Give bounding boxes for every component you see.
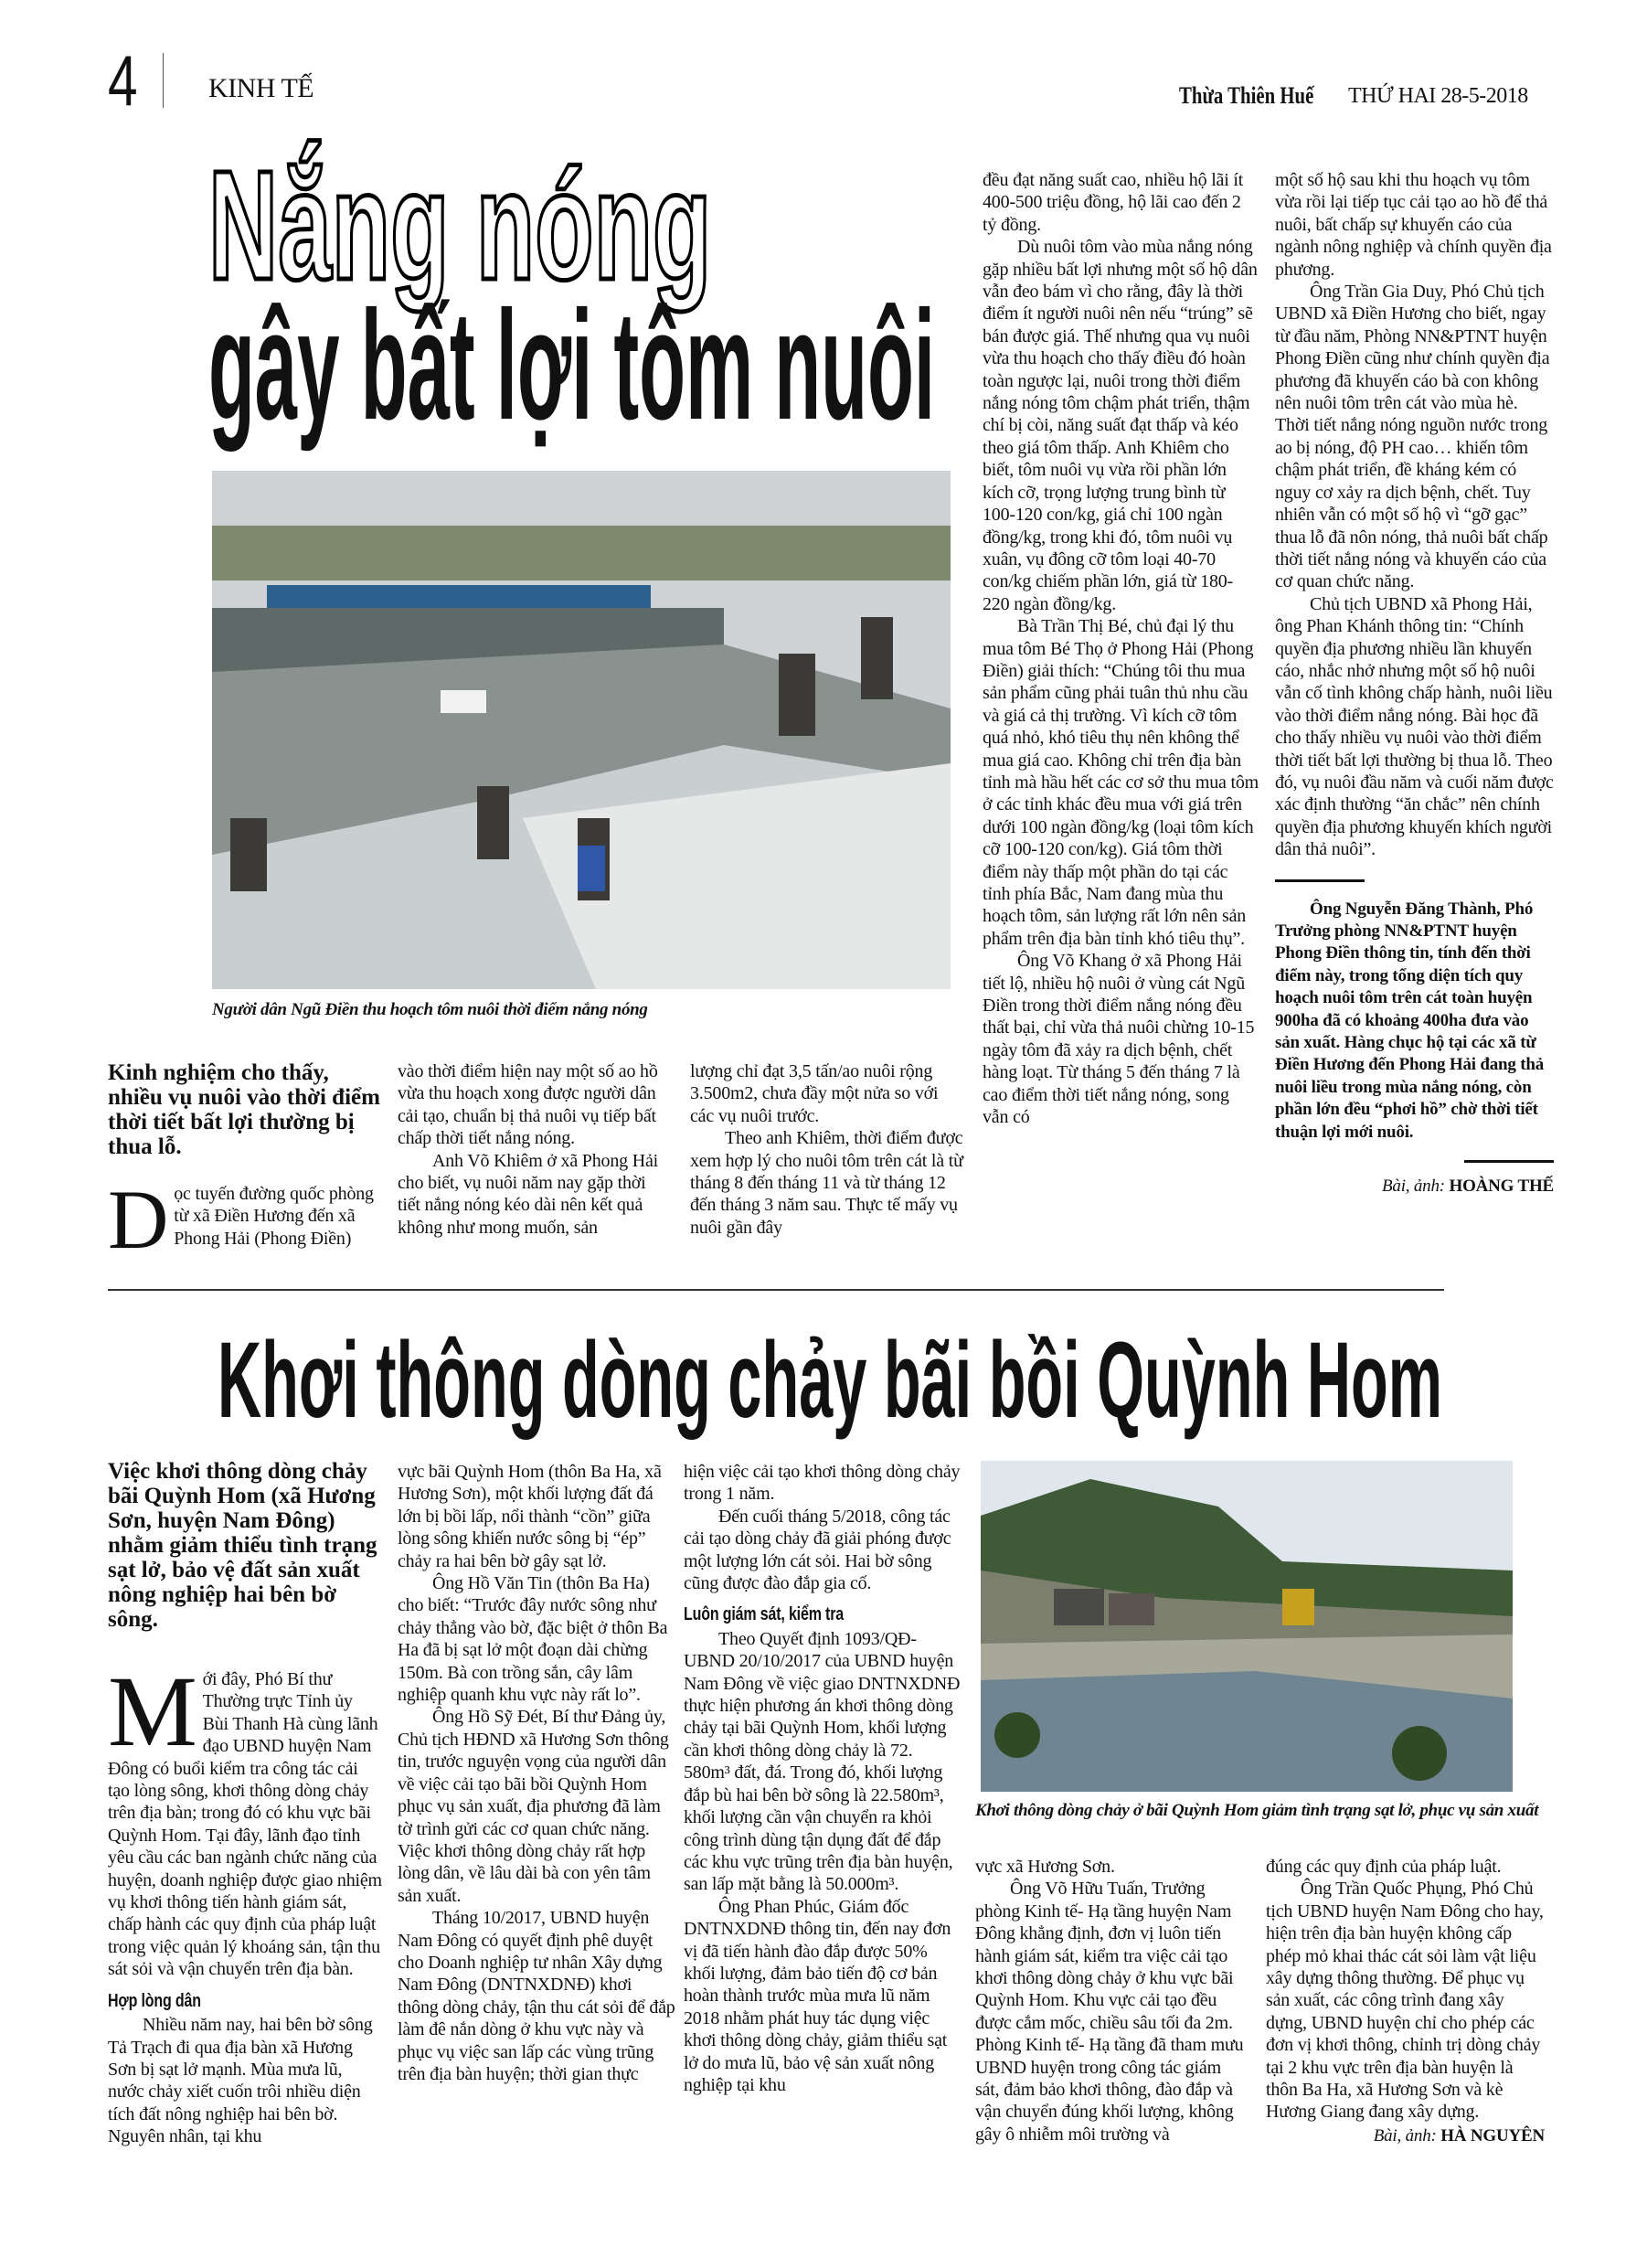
article1-col4 bbox=[983, 169, 1259, 1128]
paragraph: Đến cuối tháng 5/2018, công tác cải tạo dòng chảy đã giải phóng được một lượng lớn cát sỏi. Hai bờ sông cũng được đào đắp gia cố. bbox=[684, 1506, 951, 1594]
paragraph: Dù nuôi tôm vào mùa nắng nóng gặp nhiều bất lợi nhưng một số hộ dân vẫn đeo bám vì cho rằng, đây là thời điểm ít người nuôi nên nếu “trúng” sẽ bán được giá. Thế nhưng qua vụ nuôi vừa thu hoạch cho thấy điều đó hoàn toàn ngược lại, nuôi trong thời điểm nắng nóng tôm chậm phát triển, thậm chí bị còi, năng suất đạt thấp và kéo theo giá tôm thấp. Anh Khiêm cho biết, tôm nuôi vụ vừa rồi phần lớn kích cỡ, trọng lượng trung bình từ 100-120 con/kg, giá chỉ 100 ngàn đồng/kg, trong khi đó, tôm nuôi vụ xuân, vụ đông cỡ tôm loại 40-70 con/kg chiếm phần lớn, giá từ 180-220 ngàn đồng/kg. bbox=[983, 237, 1258, 614]
drop-cap: M bbox=[108, 1656, 197, 1767]
article1-col1 bbox=[108, 1060, 382, 1266]
paragraph: vực bãi Quỳnh Hom (thôn Ba Ha, xã Hương Sơn), một khối lượng đất đá lớn bị bồi lấp, nổi thành “cồn” giữa lòng sông khiến nước sông bị “ép” chảy ra hai bên bờ gây sạt lở. bbox=[398, 1462, 662, 1571]
paragraph: Ông Võ Khang ở xã Phong Hải tiết lộ, nhiều hộ nuôi ở vùng cát Ngũ Điền trong thời điểm nắng nóng đều thất bại, chỉ vừa thả nuôi chừng 10-15 ngày tôm đã xảy ra dịch bệnh, chết hàng loạt. Từ tháng 5 đến tháng 7 là cao điểm thời tiết nắng nóng, song vẫn có bbox=[983, 951, 1255, 1128]
article1-col5 bbox=[1275, 169, 1554, 1198]
article2-body-start: ới đây, Phó Bí thư Thường trực Tỉnh ủy Bùi Thanh Hà cùng lãnh đạo UBND huyện Nam Đông có buổi kiểm tra công tác cải tạo lòng sông, khơi thông dòng chảy trên địa bàn; trong đó có khu vực bãi Quỳnh Hom. Tại đây, lãnh đạo tỉnh yêu cầu các ban ngành chức năng của huyện, doanh nghiệp được giao nhiệm vụ khơi thông tiến hành giám sát, chấp hành các quy định của pháp luật trong việc quản lý khoáng sản, tận thu sát sỏi và vận chuyển trên địa bàn. bbox=[108, 1669, 382, 1980]
byline-label: Bài, ảnh: bbox=[1373, 2125, 1437, 2146]
paragraph: đúng các quy định của pháp luật. bbox=[1266, 1857, 1502, 1877]
paragraph: Theo anh Khiêm, thời điểm được xem hợp lý cho nuôi tôm trên cát là từ tháng 8 đến tháng 11 và từ tháng 12 đến tháng 3 năm sau. Thực tế mấy vụ nuôi gần đây bbox=[690, 1128, 963, 1238]
paragraph: Bà Trần Thị Bé, chủ đại lý thu mua tôm Bé Thọ ở Phong Hải (Phong Điền) giải thích: “Chúng tôi thu mua sản phẩm cũng phải tuân thủ nhu cầu và giá cả thị trường. Vì kích cỡ tôm quá nhỏ, khó tiêu thụ nên không thể mua giá cao. Không chỉ trên địa bàn tỉnh mà hầu hết các cơ sở thu mua tôm ở các tỉnh khác đều mua với giá trên dưới 100 ngàn đồng/kg (loại tôm kích cỡ 100-120 con/kg). Giá tôm thời điểm này thấp một phần do tại các tỉnh phía Bắc, Nam đang mùa thu hoạch tôm, sản lượng rất lớn nên sản phẩm trên địa bàn tỉnh khó tiêu thụ”. bbox=[983, 616, 1259, 949]
article2-col3 bbox=[684, 1461, 962, 2096]
subheading: Hợp lòng dân bbox=[108, 1990, 201, 2011]
header-divider bbox=[163, 53, 164, 108]
article1-info-box: Ông Nguyễn Đăng Thành, Phó Trưởng phòng NN&PTNT huyện Phong Điền thông tin, tính đến thời điểm này, trong tổng diện tích quy hoạch nuôi tôm trên cát toàn huyện 900ha đã có khoảng 400ha đưa vào sản xuất. Hàng chục hộ tại các xã từ Điền Hương đến Phong Hải đang thả nuôi liều trong mùa nắng nóng, còn phần lớn đều “phơi hồ” chờ thời tiết thuận lợi mới nuôi. bbox=[1275, 899, 1545, 1142]
paragraph: Chủ tịch UBND xã Phong Hải, ông Phan Khánh thông tin: “Chính quyền địa phương nhiều lần khuyến cáo, nhắc nhở nhưng một số hộ nuôi vẫn cố tình không chấp hành, nuôi liều vào thời điểm nắng nóng. Bài học đã cho thấy nhiều vụ nuôi vào thời điểm thời tiết bất lợi thường bị thua lỗ. Theo đó, vụ nuôi đầu năm và cuối năm được xác định thường “ăn chắc” nên chính quyền địa phương khuyến khích người dân thả nuôi”. bbox=[1275, 593, 1554, 860]
shrimp-harvest-photo bbox=[212, 471, 951, 989]
byline-author: HOÀNG THẾ bbox=[1449, 1177, 1554, 1197]
article2-title: Khơi thông dòng chảy bãi bồi Quỳnh Hom bbox=[218, 1320, 1442, 1441]
article2-col5 bbox=[1266, 1856, 1545, 2147]
article2-col1 bbox=[108, 1459, 382, 2148]
divider bbox=[1464, 1160, 1554, 1163]
article2-photo-caption: Khơi thông dòng chảy ở bãi Quỳnh Hom giảm tình trạng sạt lở, phục vụ sản xuất bbox=[975, 1801, 1539, 1820]
paragraph: Ông Trần Gia Duy, Phó Chủ tịch UBND xã Điền Hương cho biết, ngay từ đầu năm, Phòng NN&PTNT huyện Phong Điền cũng như chính quyền địa phương đã khuyến cáo bà con không nên nuôi tôm trên cát vào mùa hè. Thời tiết nắng nóng nguồn nước trong ao bị nóng, độ PH cao… khiến tôm chậm phát triển, đề kháng kém có nguy cơ xảy ra dịch bệnh, chết. Tuy nhiên vẫn có một số hộ vì “gỡ gạc” thua lỗ đã nôn nóng, thả nuôi bất chấp thời tiết nắng nóng và khuyến cáo của cơ quan chức năng. bbox=[1275, 282, 1550, 592]
paragraph: Theo Quyết định 1093/QĐ-UBND 20/10/2017 của UBND huyện Nam Đông về việc giao DNTNXDNĐ thực hiện phương án khơi thông dòng chảy tại bãi Quỳnh Hom, khối lượng cần khơi thông dòng chảy là 72. 580m³ đất, đá. Trong đó, khối lượng đắp bù hai bên bờ sông là 22.580m³, khối lượng cần vận chuyển ra khỏi công trình dùng tận dụng đất để đắp các khu vực trũng trên địa bàn huyện, san lấp mặt bằng là 50.000m³. bbox=[684, 1628, 961, 1895]
article1-col2 bbox=[398, 1060, 672, 1239]
paragraph: Tháng 10/2017, UBND huyện Nam Đông có quyết định phê duyệt cho Doanh nghiệp tư nhân Xây dựng Nam Đông (DNTNXDNĐ) khơi thông dòng chảy, tận thu cát sỏi để đắp làm đê nắn dòng ở khu vực này và phục vụ việc san lấp các vùng trũng trên địa bàn huyện; thời gian thực bbox=[398, 1908, 675, 2084]
paragraph: vực xã Hương Sơn. bbox=[975, 1857, 1115, 1877]
article2-lead: Việc khơi thông dòng chảy bãi Quỳnh Hom (xã Hương Sơn, huyện Nam Đông) nhằm giảm thiểu tình trạng sạt lở, bảo vệ đất sản xuất nông nghiệp hai bên bờ sông. bbox=[108, 1459, 377, 1632]
paragraph: Anh Võ Khiêm ở xã Phong Hải cho biết, vụ nuôi năm nay gặp thời tiết nắng nóng kéo dài nên kết quả không như mong muốn, sản bbox=[398, 1150, 659, 1238]
section-title: KINH TẾ bbox=[208, 73, 314, 103]
paragraph: Ông Phan Phúc, Giám đốc DNTNXDNĐ thông tin, đến nay đơn vị đã tiến hành đào đắp được 50% khối lượng, đảm bảo tiến độ cơ bản hoàn thành trước mùa mưa lũ năm 2018 nhằm phát huy tác dụng việc khơi thông dòng chảy, giảm thiểu sạt lở do mưa lũ, bảo vệ sản xuất nông nghiệp tại khu bbox=[684, 1896, 951, 2095]
article1-byline bbox=[1275, 1176, 1554, 1198]
paragraph: Ông Hồ Sỹ Đét, Bí thư Đảng ủy, Chủ tịch HĐND xã Hương Sơn thông tin, trước nguyện vọng của người dân về việc cải tạo bãi bồi Quỳnh Hom phục vụ sản xuất, địa phương đã làm tờ trình gửi các cơ quan chức năng. Việc khơi thông dòng chảy rất hợp lòng dân, về lâu dài bà con yên tâm sản xuất. bbox=[398, 1707, 669, 1906]
article2-col2 bbox=[398, 1461, 676, 2085]
article1-title-line2: gây bất lợi tôm nuôi bbox=[208, 279, 936, 453]
byline-author: HÀ NGUYÊN bbox=[1440, 2125, 1545, 2146]
paragraph: hiện việc cải tạo khơi thông dòng chảy trong 1 năm. bbox=[684, 1462, 961, 1505]
divider bbox=[1275, 879, 1365, 882]
river-dredging-photo bbox=[981, 1461, 1513, 1792]
paragraph: một số hộ sau khi thu hoạch vụ tôm vừa rồi lại tiếp tục cải tạo ao hồ để thả nuôi, bất chấp sự khuyến cáo của ngành nông nghiệp và chính quyền địa phương. bbox=[1275, 170, 1552, 280]
subheading: Luôn giám sát, kiểm tra bbox=[684, 1604, 845, 1625]
page-number: 4 bbox=[108, 40, 138, 121]
paragraph: Ông Trần Quốc Phụng, Phó Chủ tịch UBND huyện Nam Đông cho hay, hiện trên địa bàn huyện không cấp phép mỏ khai thác cát sỏi làm vật liệu xây dựng thông thường. Để phục vụ sản xuất, các công trình đang xây dựng, UBND huyện chỉ cho phép các đơn vị khơi thông, chỉnh trị dòng chảy tại 2 khu vực trên địa bàn huyện là thôn Ba Ha, xã Hương Sơn và kè Hương Giang đang xây dựng. bbox=[1266, 1879, 1544, 2123]
byline-label: Bài, ảnh: bbox=[1382, 1177, 1445, 1197]
article1-title-line1: Nắng nóng bbox=[208, 139, 712, 313]
article1-body-start: ọc tuyến đường quốc phòng từ xã Điền Hương đến xã Phong Hải (Phong Điền) bbox=[174, 1184, 374, 1249]
paragraph: lượng chỉ đạt 3,5 tấn/ao nuôi rộng 3.500m2, chưa đầy một nửa so với các vụ nuôi trước. bbox=[690, 1061, 939, 1126]
article-separator bbox=[108, 1289, 1444, 1291]
article2-col4 bbox=[975, 1856, 1249, 2146]
drop-cap: D bbox=[108, 1173, 169, 1266]
paragraph: Ông Hồ Văn Tin (thôn Ba Ha) cho biết: “Trước đây nước sông như chảy thẳng vào bờ, đặc biệt ở thôn Ba Ha đã bị sạt lở một đoạn dài chừng 150m. Bà con trồng sắn, cây lâm nghiệp quanh khu vực này rất lo”. bbox=[398, 1573, 668, 1706]
article1-col3 bbox=[690, 1060, 964, 1239]
article1-lead: Kinh nghiệm cho thấy, nhiều vụ nuôi vào thời điểm thời tiết bất lợi thường bị thua lỗ. bbox=[108, 1060, 380, 1159]
paragraph: Ông Võ Hữu Tuấn, Trưởng phòng Kinh tế- Hạ tầng huyện Nam Đông khẳng định, đơn vị luôn tiến hành giám sát, kiểm tra việc cải tạo khơi thông dòng chảy ở khu vực bãi Quỳnh Hom. Khu vực cải tạo đều được cắm mốc, chiều sâu tối đa 2m. Phòng Kinh tế- Hạ tầng đã tham mưu UBND huyện trong công tác giám sát, đảm bảo khơi thông, đào đắp và vận chuyển đúng khối lượng, không gây ô nhiễm môi trường và bbox=[975, 1879, 1244, 2145]
article2-byline bbox=[1266, 2125, 1545, 2147]
article1-photo-caption: Người dân Ngũ Điền thu hoạch tôm nuôi thời điểm nắng nóng bbox=[212, 1000, 648, 1019]
paragraph: đều đạt năng suất cao, nhiều hộ lãi ít 400-500 triệu đồng, hộ lãi cao đến 2 tỷ đồng. bbox=[983, 170, 1244, 235]
issue-date: THỨ HAI 28-5-2018 bbox=[1348, 84, 1528, 108]
paragraph: vào thời điểm hiện nay một số ao hồ vừa thu hoạch xong được người dân cải tạo, chuẩn bị thả nuôi vụ tiếp bất chấp thời tiết nắng nóng. bbox=[398, 1061, 658, 1149]
newspaper-name: Thừa Thiên Huế bbox=[1179, 82, 1314, 109]
paragraph: Nhiều năm nay, hai bên bờ sông Tả Trạch đi qua địa bàn xã Hương Sơn bị sạt lở mạnh. Mùa mưa lũ, nước chảy xiết cuốn trôi nhiều diện tích đất nông nghiệp hai bên bờ. Nguyên nhân, tại khu bbox=[108, 2015, 373, 2147]
